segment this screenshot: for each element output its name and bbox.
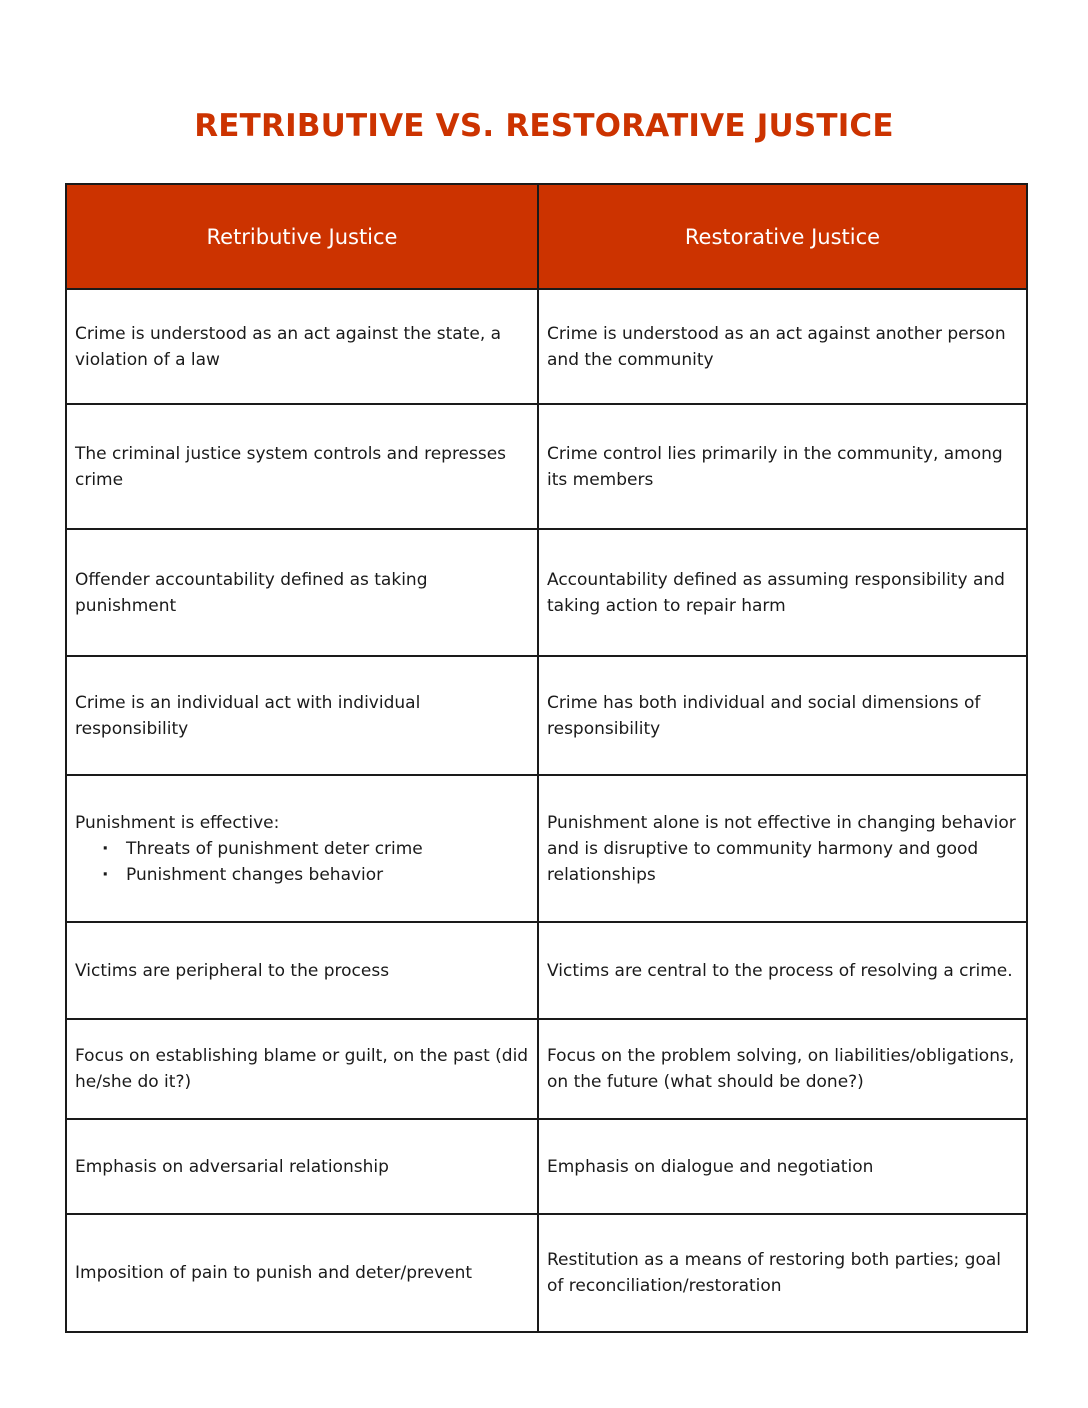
restorative-cell: Restitution as a means of restoring both parties; goal of reconciliation/restoration: [538, 1214, 1027, 1332]
table-row: [66, 289, 1027, 404]
retributive-cell: Crime is an individual act with individual responsibility: [66, 656, 538, 775]
retributive-cell: Victims are peripheral to the process: [66, 922, 538, 1019]
retributive-cell: Crime is understood as an act against the state, a violation of a law: [66, 289, 538, 404]
restorative-cell: Accountability defined as assuming responsibility and taking action to repair harm: [538, 529, 1027, 656]
table-header-row: [66, 184, 1027, 289]
header-retributive: Retributive Justice: [66, 184, 538, 289]
restorative-cell: Crime has both individual and social dimensions of responsibility: [538, 656, 1027, 775]
restorative-cell: Victims are central to the process of resolving a crime.: [538, 922, 1027, 1019]
document-title: RETRIBUTIVE VS. RESTORATIVE JUSTICE: [194, 108, 894, 144]
table-row: [66, 922, 1027, 1019]
restorative-cell: Focus on the problem solving, on liabilities/obligations, on the future (what should be done?): [538, 1019, 1027, 1119]
table-row: [66, 656, 1027, 775]
restorative-cell: Crime is understood as an act against another person and the community: [538, 289, 1027, 404]
bullet-list: [75, 836, 529, 888]
table-row: [66, 529, 1027, 656]
header-restorative: Restorative Justice: [538, 184, 1027, 289]
bullet-item: · Punishment changes behavior: [126, 862, 529, 888]
retributive-cell: Emphasis on adversarial relationship: [66, 1119, 538, 1214]
retributive-cell: Imposition of pain to punish and deter/prevent: [66, 1214, 538, 1332]
retributive-cell: The criminal justice system controls and represses crime: [66, 404, 538, 529]
retributive-cell: Offender accountability defined as taking punishment: [66, 529, 538, 656]
table-row: [66, 1019, 1027, 1119]
table-row: [66, 1214, 1027, 1332]
restorative-cell: Crime control lies primarily in the community, among its members: [538, 404, 1027, 529]
restorative-cell: Punishment alone is not effective in changing behavior and is disruptive to community harmony and good relationships: [538, 775, 1027, 922]
retributive-cell-intro: Punishment is effective:: [75, 812, 280, 833]
retributive-cell: [66, 775, 538, 922]
table-row: [66, 775, 1027, 922]
table-row: [66, 404, 1027, 529]
comparison-table: [65, 183, 1028, 1333]
restorative-cell: Emphasis on dialogue and negotiation: [538, 1119, 1027, 1214]
retributive-cell: Focus on establishing blame or guilt, on the past (did he/she do it?): [66, 1019, 538, 1119]
bullet-item: · Threats of punishment deter crime: [126, 836, 529, 862]
table-row: [66, 1119, 1027, 1214]
